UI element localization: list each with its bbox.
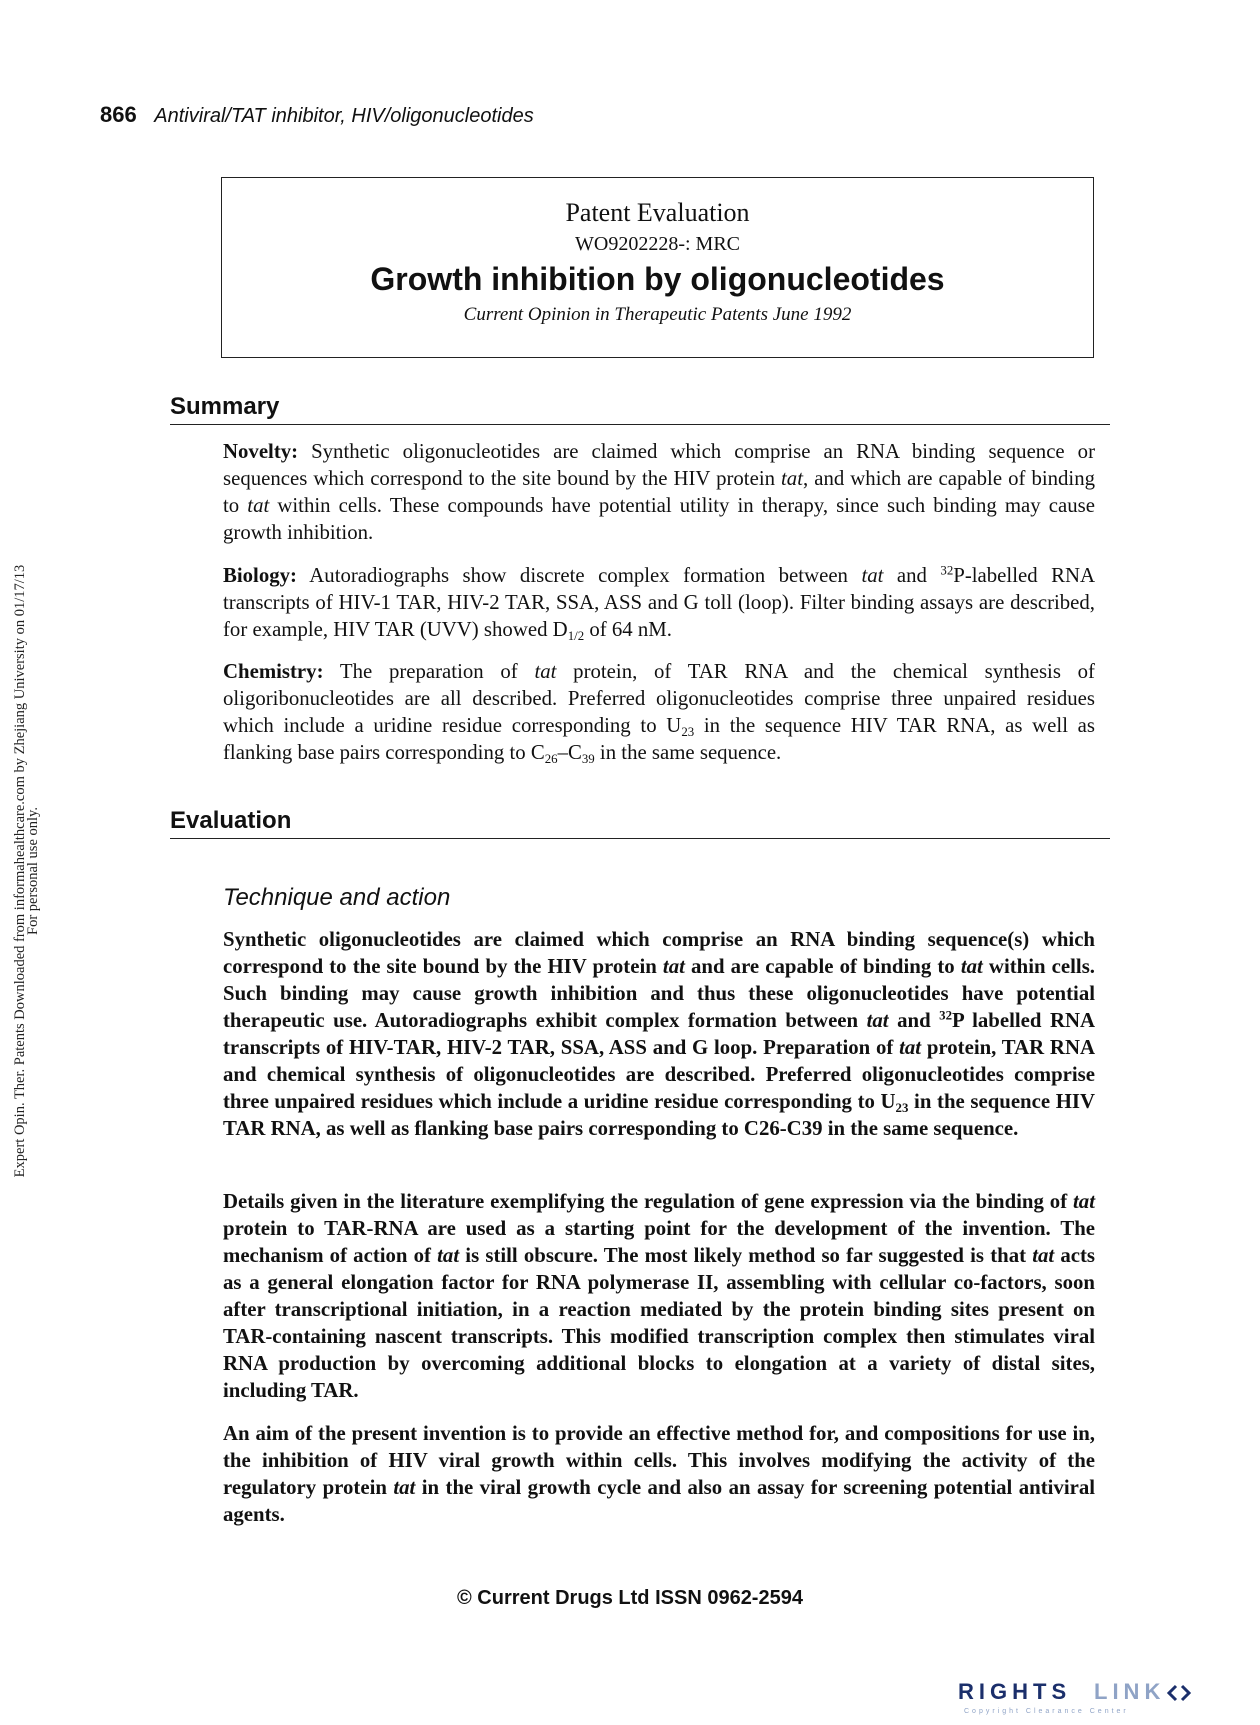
eval-p1-subscript: 23: [895, 1100, 909, 1115]
article-title: Growth inhibition by oligonucleotides: [370, 261, 945, 297]
watermark-line-1: Expert Opin. Ther. Patents Downloaded from informahealthcare.com by Zhejiang University on 01/17/13: [12, 564, 28, 1178]
eval-p3-text-2: in the viral growth cycle and also an assay for screening potential antiviral agents.: [223, 1476, 1096, 1526]
novelty-paragraph: [223, 438, 1095, 546]
eval-p1-tat-3: tat: [866, 1009, 889, 1032]
download-watermark: [14, 510, 40, 1232]
biology-superscript: 32: [940, 563, 954, 578]
novelty-label: Novelty:: [223, 440, 299, 463]
eval-p1-tat-1: tat: [662, 955, 685, 978]
eval-p1-text-4: and: [888, 1009, 940, 1032]
biology-text-2: and: [883, 564, 941, 587]
chemistry-tat: tat: [534, 660, 557, 683]
eval-p1-tat-4: tat: [899, 1036, 922, 1059]
eval-p3-text-1: An aim of the present invention is to provide an effective method for, and compositions for use in, the inhibition of HIV viral growth within cells. This involves modifying the activity of the regulatory protein: [223, 1422, 1095, 1499]
patent-reference: WO9202228-: MRC: [575, 233, 740, 255]
eval-p1-text-5: P labelled RNA transcripts of HIV-TAR, HIV-2 TAR, SSA, ASS and G loop. Preparation of: [223, 1009, 1095, 1059]
novelty-text-3: within cells. These compounds have potential utility in therapy, since such binding may cause growth inhibition.: [223, 494, 1095, 544]
eval-p1-superscript: 32: [939, 1008, 953, 1023]
copyright-footer: © Current Drugs Ltd ISSN 0962-2594: [457, 1587, 803, 1609]
page-number: 866: [100, 102, 137, 127]
chemistry-subscript-2: 26: [544, 751, 558, 766]
article-source: Current Opinion in Therapeutic Patents June 1992: [463, 304, 852, 325]
chemistry-text-5: in the same sequence.: [594, 741, 782, 764]
novelty-tat-1: tat: [781, 467, 803, 490]
summary-heading: Summary: [170, 392, 1110, 425]
evaluation-paragraph-3: [223, 1420, 1095, 1528]
eval-p1-text-6: protein, TAR RNA and chemical synthesis of oligonucleotides are described. Preferred oligonucleotides comprise three unpaired residues which include a uridine residue corresponding to U: [223, 1036, 1095, 1113]
title-box: [221, 177, 1094, 358]
running-head: [100, 102, 534, 128]
eval-p1-text-3: within cells. Such binding may cause growth inhibition and thus these oligonucleotides have potential therapeutic use. Autoradiographs exhibit complex formation between: [223, 955, 1095, 1032]
biology-text-1: Autoradiographs show discrete complex formation between: [296, 564, 862, 587]
watermark-line-2: For personal use only.: [25, 807, 41, 935]
chemistry-text-1: The preparation of: [323, 660, 535, 683]
logo-bracket-icon: [1169, 1686, 1189, 1700]
novelty-text-2: , and which are capable of binding to: [223, 467, 1095, 517]
eval-p2-text-2: protein to TAR-RNA are used as a starting point for the development of the invention. The mechanism of action of: [223, 1217, 1095, 1267]
eval-p1-text-2: and are capable of binding to: [684, 955, 961, 978]
eval-p3-tat: tat: [393, 1476, 416, 1499]
running-head-title: Antiviral/TAT inhibitor, HIV/oligonucleotides: [154, 105, 534, 127]
eval-p1-text-7: in the sequence HIV TAR RNA, as well as flanking base pairs corresponding to C26-C39 in the same sequence.: [223, 1090, 1095, 1140]
rightslink-logo: [958, 1668, 1198, 1718]
biology-label: Biology:: [223, 564, 297, 587]
eval-p2-tat-1: tat: [1073, 1190, 1095, 1213]
evaluation-paragraph-1: [223, 926, 1095, 1142]
logo-word-rights: RIGHTS: [958, 1679, 1072, 1704]
technique-subheading: Technique and action: [223, 884, 451, 911]
chemistry-paragraph: [223, 658, 1095, 766]
article-type: Patent Evaluation: [565, 198, 750, 227]
eval-p1-tat-2: tat: [960, 955, 983, 978]
eval-p2-tat-3: tat: [1032, 1244, 1055, 1267]
novelty-tat-2: tat: [247, 494, 270, 517]
eval-p1-text-1: Synthetic oligonucleotides are claimed which comprise an RNA binding sequence(s) which correspond to the site bound by the HIV protein: [223, 928, 1095, 978]
novelty-text-1: Synthetic oligonucleotides are claimed which comprise an RNA binding sequence or sequences which correspond to the site bound by the HIV protein: [223, 440, 1095, 490]
eval-p2-text-3: is still obscure. The most likely method so far suggested is that: [459, 1244, 1033, 1267]
chemistry-label: Chemistry:: [223, 660, 324, 683]
eval-p2-tat-2: tat: [437, 1244, 460, 1267]
biology-tat: tat: [861, 564, 884, 587]
eval-p2-text-1: Details given in the literature exemplifying the regulation of gene expression via the binding of: [223, 1190, 1074, 1213]
biology-text-3: P-labelled RNA transcripts of HIV-1 TAR, HIV-2 TAR, SSA, ASS and G toll (loop). Filter binding assays are described, for example, HIV TAR (UVV) showed D: [223, 564, 1095, 641]
biology-paragraph: [223, 562, 1095, 643]
chemistry-text-3: in the sequence HIV TAR RNA, as well as flanking base pairs corresponding to C: [223, 714, 1095, 764]
evaluation-paragraph-2: [223, 1188, 1095, 1404]
biology-text-4: of 64 nM.: [584, 618, 672, 641]
logo-tagline: Copyright Clearance Center: [964, 1708, 1129, 1715]
biology-subscript: 1/2: [567, 628, 585, 643]
logo-word-link: LINK: [1094, 1679, 1166, 1704]
chemistry-subscript-3: 39: [581, 751, 595, 766]
evaluation-heading: Evaluation: [170, 806, 1110, 839]
chemistry-subscript-1: 23: [681, 724, 695, 739]
chemistry-text-4: –C: [557, 741, 582, 764]
eval-p2-text-4: acts as a general elongation factor for RNA polymerase II, assembling with cellular co-factors, soon after transcriptional initiation, in a reaction mediated by the protein binding sites present on TAR-containing nascent transcripts. This modified transcription complex then stimulates viral RNA production by overcoming additional blocks to elongation at a variety of distal sites, including TAR.: [223, 1244, 1095, 1402]
chemistry-text-2: protein, of TAR RNA and the chemical synthesis of oligoribonucleotides are all described. Preferred oligonucleotides comprise three unpaired residues which include a uridine residue corresponding to U: [223, 660, 1095, 737]
